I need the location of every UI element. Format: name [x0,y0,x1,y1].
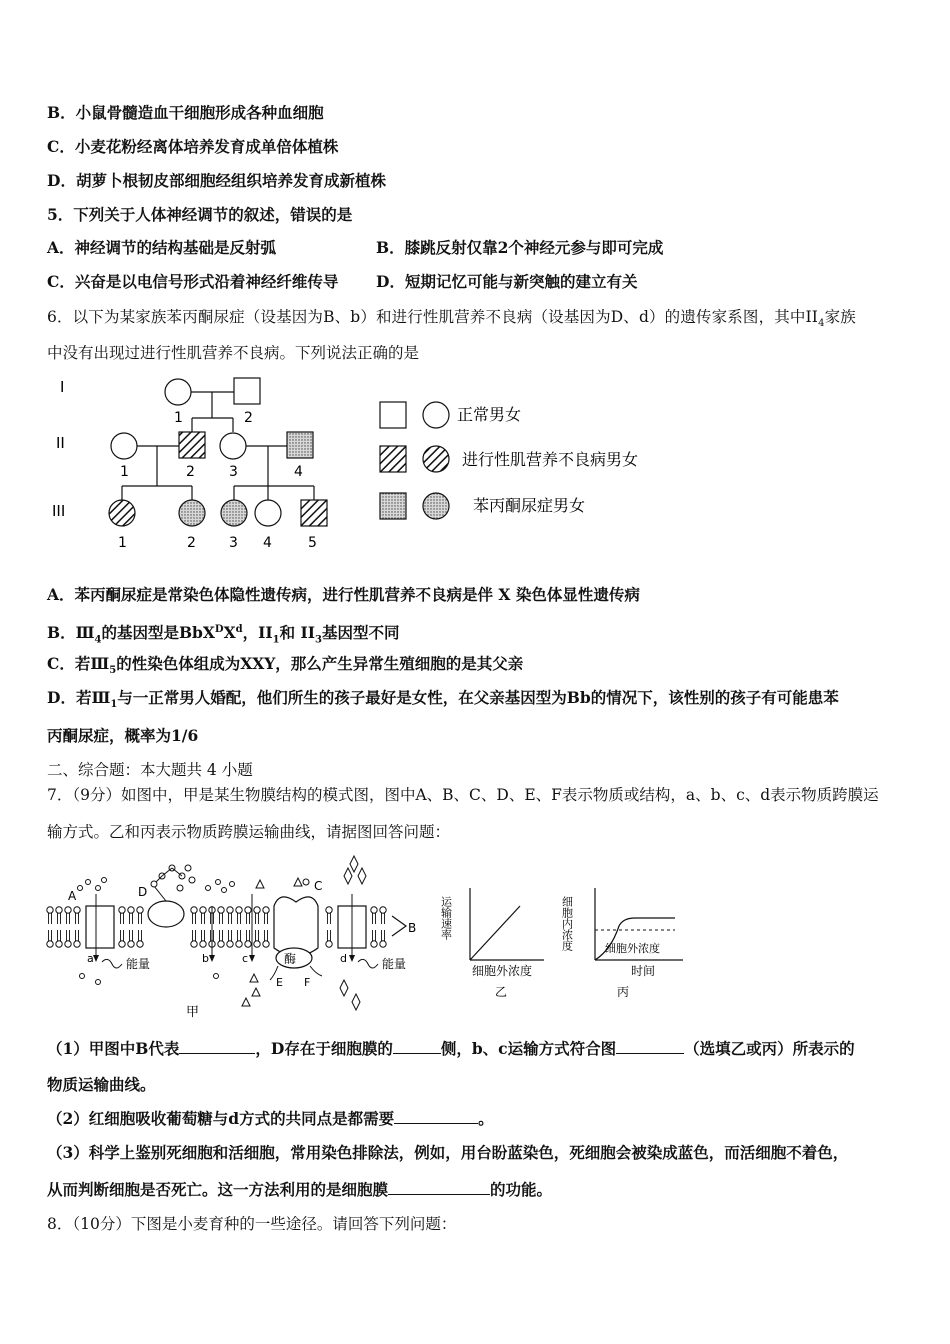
blank-3[interactable] [616,1039,684,1054]
q7-stem-line1: 7．（9分）如图中，甲是某生物膜结构的模式图，图中A、B、C、D、E、F表示物质或结构，a、b、c、d表示物质跨膜运 [47,786,879,804]
q5-stem: 5．下列关于人体神经调节的叙述，错误的是 [47,205,353,224]
lipid-head [218,941,224,947]
membrane-diagram [42,858,427,1023]
III-1-num: 1 [118,535,127,551]
lipid-head [56,941,62,947]
lipid-head [236,941,242,947]
II-3-num: 3 [229,464,238,480]
bing-xlabel: 时间 [631,964,656,978]
legend-dmd-male [380,446,406,472]
lipid-head [74,907,80,913]
lipid-head [128,907,134,913]
legend-normal-male [380,402,406,428]
I-1-female [165,379,191,405]
blank-2[interactable] [393,1039,441,1054]
legend-pku-male [380,493,406,519]
energy-label-2: 能量 [382,957,407,971]
lipid-head [65,907,71,913]
I-2-male [234,378,260,404]
II-1-num: 1 [120,464,129,480]
q5-option-c: C．兴奋是以电信号形式沿着神经纤维传导 [47,272,339,291]
blank-1[interactable] [179,1039,255,1054]
gen-label-3: III [52,502,66,520]
II-3-female [220,433,246,459]
legend-dmd-label: 进行性肌营养不良病男女 [462,450,639,469]
lipid-head [254,941,260,947]
q6-option-c: C．若$Ⅲ_5$的性染色体组成为XXY，那么产生异常生殖细胞的是其父亲 [47,654,524,677]
blank-5[interactable] [388,1180,490,1195]
lipid-head [263,907,269,913]
III-2-num: 2 [187,535,196,551]
q4-option-d: D．胡萝卜根韧皮部细胞经组织培养发育成新植株 [47,171,386,190]
section-2-heading: 二、综合题：本大题共 4 小题 [47,761,253,779]
III-4-female [255,500,281,526]
label-c: c [242,952,249,965]
lipid-head [128,941,134,947]
label-E: E [276,976,283,989]
label-F: F [304,976,311,989]
bing-dash-label: 细胞外浓度 [605,942,660,955]
legend-normal-female [423,402,449,428]
lipid-head [227,907,233,913]
legend-pku-label: 苯丙酮尿症男女 [473,496,586,515]
graph-yi [440,880,550,1005]
II-4-male-pku [287,432,313,458]
III-5-num: 5 [308,535,317,551]
yi-ylabel: 运输速率 [439,896,453,940]
q6-option-a: A．苯丙酮尿症是常染色体隐性遗传病，进行性肌营养不良病是伴 X 染色体显性遗传病 [47,585,640,604]
q6-stem-line2: 中没有出现过进行性肌营养不良病。下列说法正确的是 [47,344,420,362]
lipid-head [65,941,71,947]
q5-option-b: B．膝跳反射仅靠2个神经元参与即可完成 [376,238,664,257]
carrier-protein [274,897,318,956]
enzyme-label: 酶 [284,952,297,966]
III-4-num: 4 [263,535,272,551]
lipid-head [200,907,206,913]
caption-bing: 丙 [617,985,630,999]
III-3-female-pku [221,500,247,526]
label-D: D [138,885,148,899]
graph-bing [560,880,690,1005]
label-b: b [202,952,209,965]
caption-jia: 甲 [186,1005,200,1020]
lipid-head [236,907,242,913]
glycoprotein-D [148,901,184,927]
II-2-num: 2 [186,464,195,480]
q5-option-a: A．神经调节的结构基础是反射弧 [47,238,277,257]
q7-stem-line2: 输方式。乙和丙表示物质跨膜运输曲线，请据图回答问题： [47,823,451,841]
lipid-head [119,941,125,947]
q7-part2: （2）红细胞吸收葡萄糖与d方式的共同点是都需要 。 [47,1109,494,1128]
III-5-male-affected [301,500,327,526]
lipid-head [227,941,233,947]
label-A: A [68,889,77,903]
lipid-head [47,941,53,947]
lipid-head [137,941,143,947]
q4-option-c: C．小麦花粉经离体培养发育成单倍体植株 [47,137,339,156]
lipid-head [371,941,377,947]
III-1-female-affected [109,500,135,526]
lipid-head [254,907,260,913]
lipid-head [371,907,377,913]
q6-option-d-line1: D．若$Ⅲ_1$与一正常男人婚配，他们所生的孩子最好是女性，在父亲基因型为Bb的情况下，该性别的孩子有可能患苯 [47,688,839,711]
lipid-head [380,907,386,913]
q8-stem: 8．（10分）下图是小麦育种的一些途径。请回答下列问题： [47,1215,457,1233]
yi-xlabel: 细胞外浓度 [472,964,533,978]
I-1-num: 1 [174,410,183,426]
lipid-head [245,941,251,947]
lipid-head [74,941,80,947]
II-1-female [111,433,137,459]
III-3-num: 3 [229,535,238,551]
q6-option-d-line2: 丙酮尿症，概率为1/6 [47,726,199,745]
gen-label-1: I [60,378,65,396]
II-2-male-affected [179,432,205,458]
pedigree-chart [40,370,660,555]
I-2-num: 2 [244,410,253,426]
caption-yi: 乙 [495,985,508,999]
lipid-head [380,941,386,947]
lipid-head [218,907,224,913]
label-a: a [87,952,94,965]
protein-A [86,906,114,948]
lipid-head [191,907,197,913]
q4-option-b: B．小鼠骨髓造血干细胞形成各种血细胞 [47,103,324,122]
energy-label-1: 能量 [126,957,151,971]
q7-part1-line2: 物质运输曲线。 [47,1075,156,1094]
gen-label-2: II [56,434,65,452]
legend-dmd-female [423,446,449,472]
label-C: C [314,879,323,893]
II-4-num: 4 [294,464,303,480]
blank-4[interactable] [394,1109,478,1124]
q6-option-b: B．$Ⅲ_4$的基因型是$BbX^DX^d$，$II_1$和 $II_3$基因型不同 [47,623,400,646]
legend-pku-female [423,493,449,519]
III-2-female-pku [179,500,205,526]
label-d: d [340,952,347,965]
legend-normal-label: 正常男女 [457,405,522,424]
q7-part1-line1: （1）甲图中B代表 ，D存在于细胞膜的 侧，b、c运输方式符合图 （选填乙或丙）所表示的 [47,1039,855,1058]
q5-option-d: D．短期记忆可能与新突触的建立有关 [376,272,638,291]
q7-part3-line1: （3）科学上鉴别死细胞和活细胞，常用染色排除法，例如，用台盼蓝染色，死细胞会被染成蓝色，而活细胞不着色， [47,1143,849,1162]
bing-ylabel: 细胞内浓度 [560,896,574,951]
lipid-head [245,907,251,913]
lipid-head [326,907,332,913]
q7-part3-line2: 从而判断细胞是否死亡。这一方法利用的是细胞膜 的功能。 [47,1180,553,1199]
q6-stem-line1: 6．以下为某家族苯丙酮尿症（设基因为B、b）和进行性肌营养不良病（设基因为D、d）的遗传家系图，其中$II_4$家族 [47,308,856,330]
lipid-head [191,941,197,947]
lipid-head [56,907,62,913]
lipid-head [200,941,206,947]
lipid-head [263,941,269,947]
linear-curve [470,906,520,960]
label-B: B [408,921,417,935]
lipid-head [326,941,332,947]
lipid-head [137,907,143,913]
lipid-head [47,907,53,913]
lipid-head [119,907,125,913]
